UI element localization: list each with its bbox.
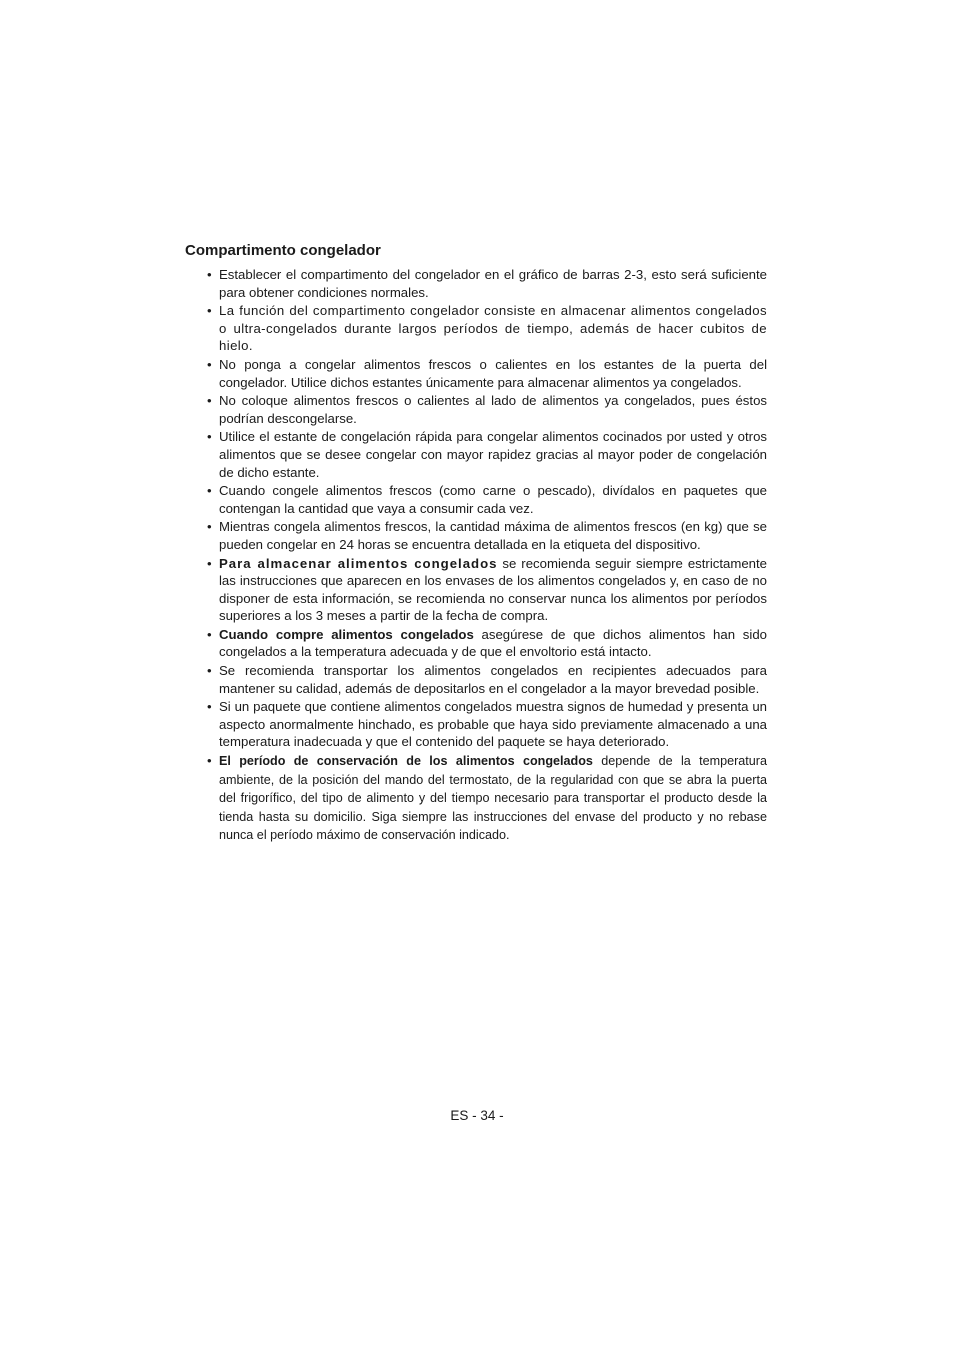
bullet-icon: • xyxy=(207,555,212,571)
item-text: Establecer el compartimento del congelador en el gráfico de barras 2-3, esto será suficiente para obtener condiciones normales. xyxy=(219,267,767,300)
list-item xyxy=(185,482,767,517)
item-text: Se recomienda transportar los alimentos congelados en recipientes adecuados para mantener su calidad, además de depositarlos en el congelador a la mayor brevedad posible. xyxy=(219,663,767,696)
list-item xyxy=(185,555,767,625)
list-item xyxy=(185,752,767,845)
item-text: La función del compartimento congelador consiste en almacenar alimentos congelados o ultra-congelados durante largos períodos de tiempo, además de hacer cubitos de hielo. xyxy=(219,303,767,354)
item-text: Cuando congele alimentos frescos (como carne o pescado), divídalos en paquetes que contengan la cantidad que vaya a consumir cada vez. xyxy=(219,483,767,516)
bullet-icon: • xyxy=(207,519,212,535)
page-number: ES - 34 - xyxy=(450,1108,504,1123)
bullet-icon: • xyxy=(207,753,212,769)
list-item xyxy=(185,698,767,751)
list-item xyxy=(185,302,767,355)
bullet-icon: • xyxy=(207,393,212,409)
item-text: Si un paquete que contiene alimentos congelados muestra signos de humedad y presenta un aspecto anormalmente hinchado, es probable que haya sido previamente almacenado a una temperatura inadecuada y que el contenido del paquete se haya deteriorado. xyxy=(219,699,767,750)
bullet-icon: • xyxy=(207,626,212,642)
item-lead: Cuando compre alimentos congelados xyxy=(219,626,474,642)
list-item xyxy=(185,428,767,481)
list-item xyxy=(185,356,767,391)
item-text: No coloque alimentos frescos o calientes al lado de alimentos ya congelados, pues éstos podrían descongelarse. xyxy=(219,393,767,426)
item-text: depende de la temperatura ambiente, de la posición del mando del termostato, de la regularidad con que se abra la puerta del frigorífico, del tipo de alimento y del tiempo necesario para transportar el producto desde la tienda hasta su domicilio. Siga siempre las instrucciones del envase del producto y no rebase nunca el período máximo de conservación indicado. xyxy=(219,754,767,843)
item-lead: El período de conservación de los alimentos congelados xyxy=(219,754,593,769)
list-item xyxy=(185,266,767,301)
item-text: Utilice el estante de congelación rápida para congelar alimentos cocinados por usted y otros alimentos que se desee congelar con mayor rapidez gracias al mayor poder de congelación de dicho estante. xyxy=(219,429,767,480)
bullet-icon: • xyxy=(207,699,212,715)
bullet-icon: • xyxy=(207,663,212,679)
bullet-icon: • xyxy=(207,303,213,319)
bullet-icon: • xyxy=(207,483,212,499)
item-text: No ponga a congelar alimentos frescos o calientes en los estantes de la puerta del congelador. Utilice dichos estantes únicamente para almacenar alimentos ya congelados. xyxy=(219,356,767,390)
item-text: Mientras congela alimentos frescos, la cantidad máxima de alimentos frescos (en kg) que se pueden congelar en 24 horas se encuentra detallada en la etiqueta del dispositivo. xyxy=(219,519,767,552)
item-text: se recomienda seguir siempre estrictamente las instrucciones que aparecen en los envases de los alimentos congelados y, en caso de no disponer de esta información, se recomienda no conservar nunca los alimentos por períodos superiores a los 3 meses a partir de la fecha de compra. xyxy=(219,555,767,624)
list-item xyxy=(185,392,767,427)
bullet-icon: • xyxy=(207,429,212,445)
item-lead: Para almacenar alimentos congelados xyxy=(219,555,498,571)
list-item xyxy=(185,626,767,661)
item-text: asegúrese de que dichos alimentos han sido congelados a la temperatura adecuada y de que el envoltorio está intacto. xyxy=(219,626,767,660)
bullet-icon: • xyxy=(207,267,212,282)
list-item xyxy=(185,518,767,553)
section-title: Compartimento congelador xyxy=(185,242,381,259)
freezer-section xyxy=(185,240,767,846)
bullet-icon: • xyxy=(207,356,212,372)
bullet-list xyxy=(185,266,767,845)
list-item xyxy=(185,662,767,697)
